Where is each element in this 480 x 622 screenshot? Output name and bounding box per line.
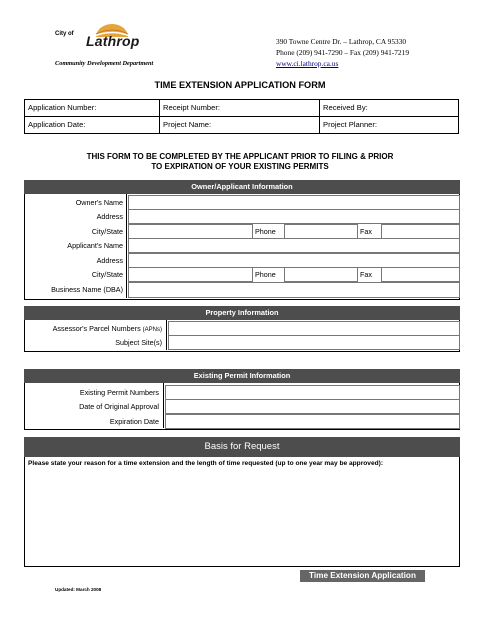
business-name-label: Business Name (DBA)	[51, 285, 123, 294]
notice-text	[0, 152, 480, 171]
apn-label-suffix: (APNs)	[142, 327, 162, 333]
city-state-2-input[interactable]	[128, 267, 253, 282]
permit-section-header: Existing Permit Information	[24, 369, 460, 383]
approval-date-input[interactable]	[165, 399, 460, 414]
city-state-1-label: City/State	[91, 227, 123, 236]
logo-lathrop: Lathrop	[86, 33, 140, 49]
address-1-input[interactable]	[128, 209, 460, 224]
phone-2-input[interactable]	[284, 267, 358, 282]
address-1-label: Address	[96, 212, 123, 221]
permit-numbers-label: Existing Permit Numbers	[79, 388, 159, 397]
subject-site-label: Subject Site(s)	[115, 338, 162, 347]
property-divider	[166, 320, 167, 350]
approval-date-label: Date of Original Approval	[79, 402, 159, 411]
owner-divider	[126, 194, 127, 298]
property-section-header: Property Information	[24, 306, 460, 320]
updated-date: Updated: March 2008	[55, 587, 102, 592]
expiration-date-input[interactable]	[165, 414, 460, 429]
applicants-name-input[interactable]	[128, 238, 460, 253]
website-link[interactable]: www.ci.lathrop.ca.us	[276, 59, 339, 68]
city-state-2-label: City/State	[91, 270, 123, 279]
subject-site-input[interactable]	[168, 335, 460, 350]
contact-address-block	[276, 36, 409, 69]
phone-1-label: Phone	[255, 227, 276, 236]
notice-line-1: THIS FORM TO BE COMPLETED BY THE APPLICANT PRIOR TO FILING & PRIOR	[86, 152, 394, 161]
phone-line: Phone (209) 941-7290 – Fax (209) 941-7219	[276, 48, 410, 57]
receipt-number-field[interactable]: Receipt Number:	[160, 100, 320, 117]
logo-city-of: City of	[55, 31, 74, 37]
project-name-field[interactable]: Project Name:	[160, 117, 320, 134]
application-date-field[interactable]: Application Date:	[25, 117, 160, 134]
fax-1-label: Fax	[360, 227, 372, 236]
basis-textarea[interactable]	[26, 470, 456, 563]
expiration-date-label: Expiration Date	[109, 417, 159, 426]
department-name: Community Development Department	[55, 60, 154, 67]
business-name-input[interactable]	[128, 282, 460, 298]
permit-numbers-input[interactable]	[165, 385, 460, 400]
owner-section-header: Owner/Applicant Information	[24, 180, 460, 194]
footer-form-tag: Time Extension Application	[300, 570, 425, 582]
basis-prompt: Please state your reason for a time extension and the length of time requested (up to one year may be approved):	[28, 460, 384, 467]
apn-label-text: Assessor's Parcel Numbers	[52, 324, 141, 333]
address-2-label: Address	[96, 256, 123, 265]
phone-1-input[interactable]	[284, 224, 358, 239]
received-by-field[interactable]: Received By:	[320, 100, 459, 117]
applicants-name-label: Applicant's Name	[67, 241, 123, 250]
permit-divider	[163, 383, 164, 428]
address-line: 390 Towne Centre Dr. – Lathrop, CA 95330	[276, 37, 407, 46]
apn-label	[26, 324, 162, 333]
city-state-1-input[interactable]	[128, 224, 253, 239]
fax-2-input[interactable]	[381, 267, 460, 282]
basis-section-header: Basis for Request	[24, 437, 460, 457]
fax-1-input[interactable]	[381, 224, 460, 239]
address-2-input[interactable]	[128, 253, 460, 268]
application-info-table	[24, 99, 459, 134]
notice-line-2: TO EXPIRATION OF YOUR EXISTING PERMITS	[151, 161, 329, 171]
owners-name-input[interactable]	[128, 195, 460, 210]
owners-name-label: Owner's Name	[75, 198, 123, 207]
page-title: TIME EXTENSION APPLICATION FORM	[154, 80, 326, 90]
project-planner-field[interactable]: Project Planner:	[320, 117, 459, 134]
application-number-field[interactable]: Application Number:	[25, 100, 160, 117]
fax-2-label: Fax	[360, 270, 372, 279]
apn-input[interactable]	[168, 321, 460, 336]
phone-2-label: Phone	[255, 270, 276, 279]
